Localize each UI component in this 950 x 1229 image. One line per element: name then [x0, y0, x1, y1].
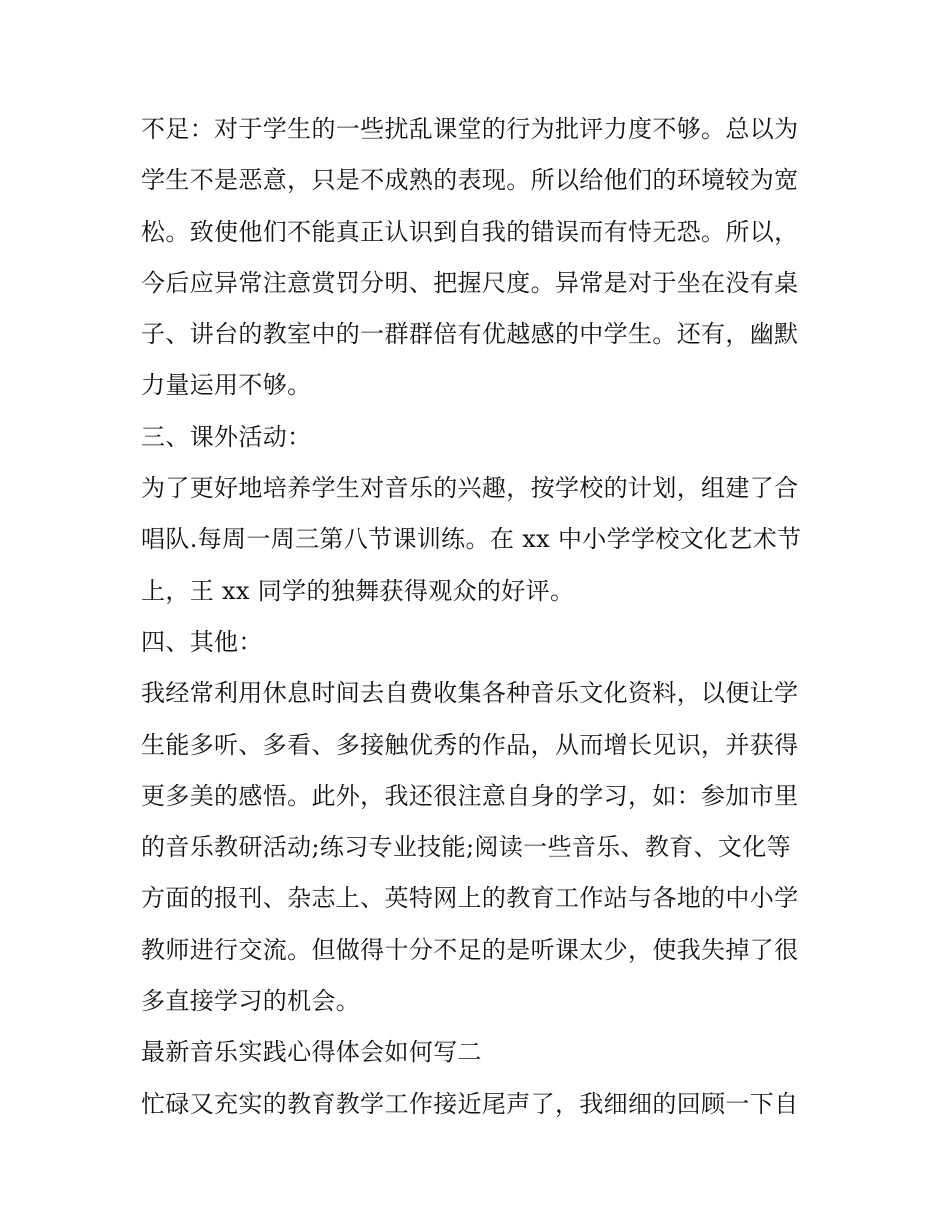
text-line: 不足：对于学生的一些扰乱课堂的行为批评力度不够。总以为 — [141, 115, 799, 143]
text-line: 今后应异常注意赏罚分明、把握尺度。异常是对于坐在没有桌 — [141, 268, 799, 297]
text-line: 多直接学习的机会。 — [141, 987, 361, 1016]
text-line: 子、讲台的教室中的一群群倍有优越感的中学生。还有，幽默 — [141, 320, 799, 349]
document-body — [141, 104, 813, 1130]
text-line: 上，王 xx 同学的独舞获得观众的好评。 — [141, 576, 575, 605]
text-line: 学生不是恶意，只是不成熟的表现。所以给他们的环境较为宽 — [141, 166, 799, 195]
text-line: 松。致使他们不能真正认识到自我的错误而有恃无恐。所以， — [141, 217, 799, 246]
section-heading: 三、课外活动： — [141, 422, 312, 451]
text-line: 方面的报刊、杂志上、英特网上的教育工作站与各地的中小学 — [141, 884, 799, 913]
text-line: 我经常利用休息时间去自费收集各种音乐文化资料，以便让学 — [141, 679, 799, 708]
text-line: 生能多听、多看、多接触优秀的作品，从而增长见识，并获得 — [141, 730, 799, 759]
text-line: 教师进行交流。但做得十分不足的是听课太少，使我失掉了很 — [141, 935, 799, 964]
text-line: 的音乐教研活动;练习专业技能;阅读一些音乐、教育、文化等 — [141, 833, 791, 862]
text-line: 为了更好地培养学生对音乐的兴趣，按学校的计划，组建了合 — [141, 474, 799, 503]
article-title: 最新音乐实践心得体会如何写二 — [141, 1038, 482, 1067]
text-line: 更多美的感悟。此外，我还很注意自身的学习，如：参加市里 — [141, 781, 799, 810]
text-line: 唱队.每周一周三第八节课训练。在 xx 中小学学校文化艺术节 — [141, 525, 802, 554]
text-line: 力量运用不够。 — [141, 371, 312, 400]
text-line: 忙碌又充实的教育教学工作接近尾声了，我细细的回顾一下自 — [141, 1089, 799, 1118]
section-heading: 四、其他： — [141, 627, 263, 656]
